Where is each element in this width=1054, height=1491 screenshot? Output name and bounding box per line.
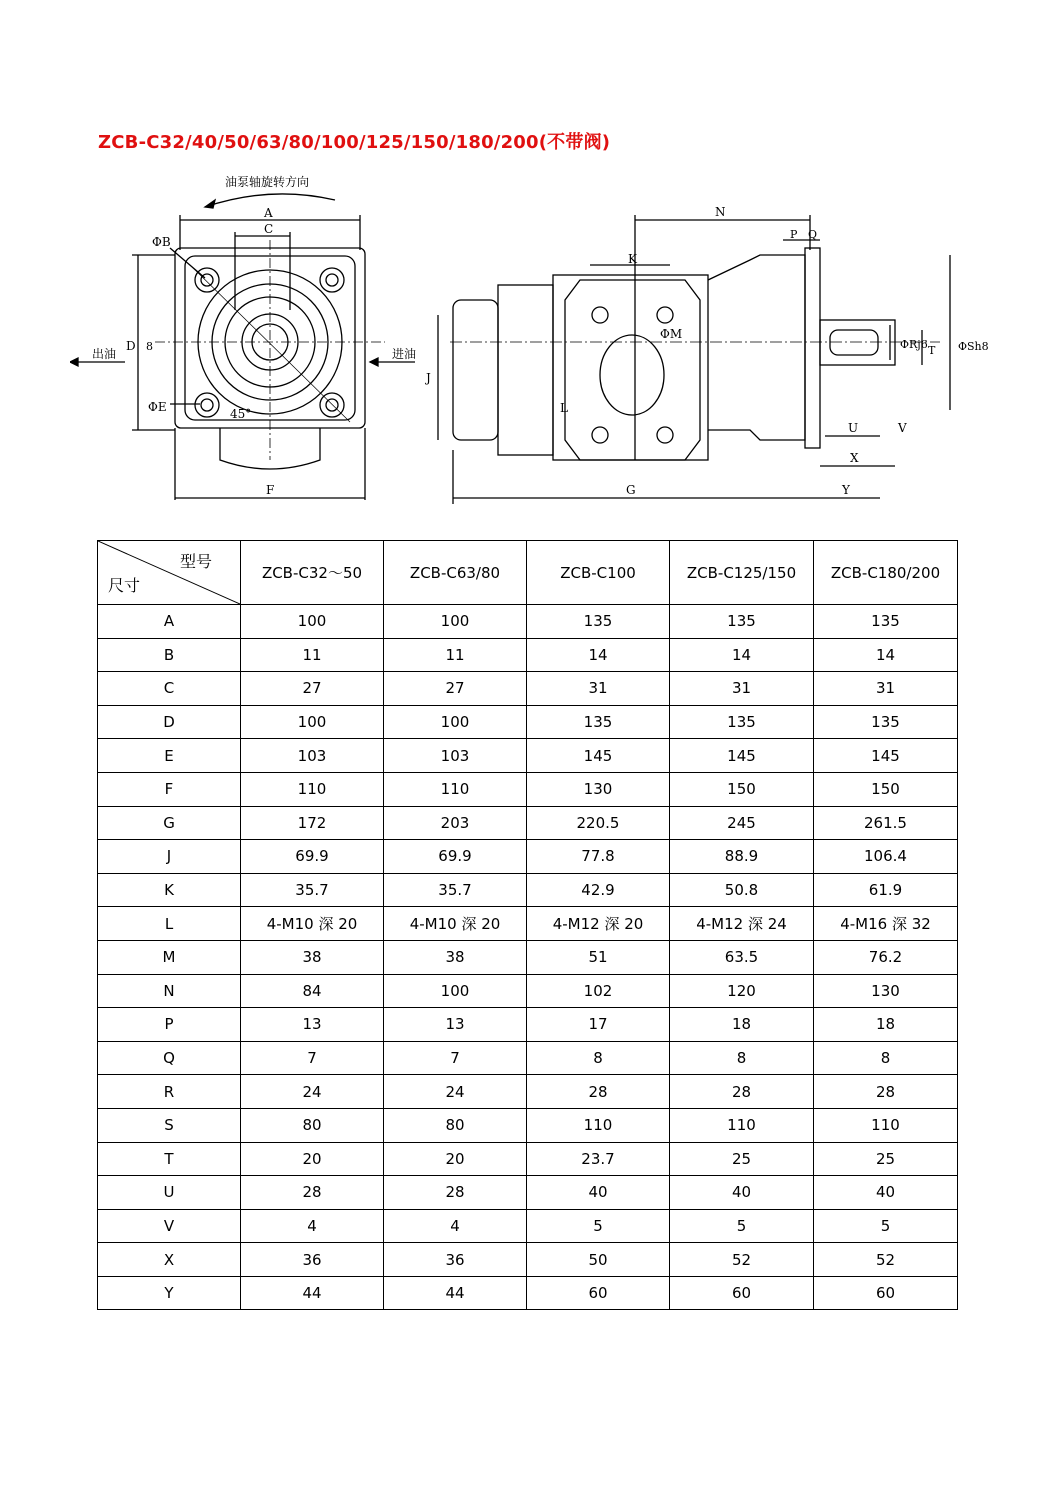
table-cell: 4 [241, 1209, 384, 1243]
dim-N: N [715, 205, 726, 219]
table-row [98, 739, 958, 773]
table-row [98, 1108, 958, 1142]
table-cell: 52 [670, 1243, 814, 1277]
table-cell: 44 [384, 1276, 527, 1310]
table-row [98, 1008, 958, 1042]
table-cell: 63.5 [670, 940, 814, 974]
table-cell: 110 [384, 772, 527, 806]
table-cell: 7 [241, 1041, 384, 1075]
table-cell: 135 [814, 605, 958, 639]
table-row [98, 772, 958, 806]
row-label: C [98, 672, 241, 706]
table-cell: 4-M12 深 24 [670, 907, 814, 941]
table-cell: 5 [527, 1209, 670, 1243]
table-row [98, 605, 958, 639]
dim-X: X [850, 451, 859, 465]
table-cell: 4-M16 深 32 [814, 907, 958, 941]
row-label: T [98, 1142, 241, 1176]
column-header: ZCB-C100 [527, 541, 670, 605]
dim-8: 8 [146, 340, 153, 353]
table-row [98, 840, 958, 874]
table-cell: 76.2 [814, 940, 958, 974]
table-cell: 69.9 [384, 840, 527, 874]
table-cell: 203 [384, 806, 527, 840]
table-cell: 60 [670, 1276, 814, 1310]
dim-S: ΦSh8 [958, 340, 989, 353]
table-cell: 80 [241, 1108, 384, 1142]
table-cell: 110 [241, 772, 384, 806]
table-cell: 24 [384, 1075, 527, 1109]
table-cell: 25 [814, 1142, 958, 1176]
dim-D: D [126, 339, 136, 353]
table-cell: 36 [384, 1243, 527, 1277]
table-cell: 150 [814, 772, 958, 806]
row-label: X [98, 1243, 241, 1277]
table-cell: 100 [384, 605, 527, 639]
table-cell: 60 [814, 1276, 958, 1310]
table-cell: 13 [241, 1008, 384, 1042]
table-row [98, 638, 958, 672]
table-cell: 110 [527, 1108, 670, 1142]
inlet-label: 进油 [392, 347, 417, 361]
table-cell: 69.9 [241, 840, 384, 874]
table-cell: 5 [814, 1209, 958, 1243]
table-cell: 31 [814, 672, 958, 706]
table-cell: 77.8 [527, 840, 670, 874]
table-row [98, 873, 958, 907]
table-cell: 135 [814, 705, 958, 739]
table-cell: 5 [670, 1209, 814, 1243]
page-title: ZCB-C32/40/50/63/80/100/125/150/180/200(不带阀) [98, 132, 611, 153]
row-label: E [98, 739, 241, 773]
dim-V: V [898, 421, 907, 435]
table-cell: 61.9 [814, 873, 958, 907]
table-cell: 135 [670, 605, 814, 639]
table-row [98, 672, 958, 706]
dim-C: C [264, 222, 274, 236]
table-cell: 172 [241, 806, 384, 840]
corner-model-label: 型号 [179, 552, 212, 571]
table-cell: 145 [814, 739, 958, 773]
pump-technical-drawing [70, 160, 1000, 520]
dim-L: L [560, 401, 568, 415]
table-cell: 245 [670, 806, 814, 840]
table-row [98, 705, 958, 739]
row-label: U [98, 1176, 241, 1210]
dim-Y: Y [842, 483, 850, 497]
table-cell: 4-M10 深 20 [241, 907, 384, 941]
table-cell: 7 [384, 1041, 527, 1075]
table-cell: 42.9 [527, 873, 670, 907]
table-cell: 4-M10 深 20 [384, 907, 527, 941]
table-cell: 145 [527, 739, 670, 773]
front-view [70, 174, 416, 500]
table-cell: 135 [670, 705, 814, 739]
dim-Q: Q [808, 228, 818, 241]
table-cell: 27 [241, 672, 384, 706]
row-label: L [98, 907, 241, 941]
table-cell: 100 [241, 605, 384, 639]
table-cell: 38 [241, 940, 384, 974]
row-label: N [98, 974, 241, 1008]
table-header-row [98, 541, 958, 605]
table-row [98, 1041, 958, 1075]
table-cell: 103 [241, 739, 384, 773]
table-cell: 60 [527, 1276, 670, 1310]
table-row [98, 1075, 958, 1109]
table-cell: 50.8 [670, 873, 814, 907]
table-row [98, 806, 958, 840]
rotation-label: 油泵轴旋转方向 [225, 175, 310, 189]
column-header: ZCB-C125/150 [670, 541, 814, 605]
table-cell: 8 [814, 1041, 958, 1075]
row-label: P [98, 1008, 241, 1042]
table-row [98, 974, 958, 1008]
table-cell: 4 [384, 1209, 527, 1243]
dim-G: G [626, 483, 636, 497]
table-cell: 135 [527, 705, 670, 739]
dim-B: ΦB [152, 235, 171, 249]
table-cell: 35.7 [241, 873, 384, 907]
table-row [98, 907, 958, 941]
dim-J: J [426, 371, 431, 385]
row-label: F [98, 772, 241, 806]
table-cell: 40 [527, 1176, 670, 1210]
table-cell: 130 [527, 772, 670, 806]
column-header: ZCB-C32～50 [241, 541, 384, 605]
table-cell: 36 [241, 1243, 384, 1277]
table-cell: 110 [670, 1108, 814, 1142]
table-cell: 84 [241, 974, 384, 1008]
table-cell: 28 [670, 1075, 814, 1109]
table-cell: 23.7 [527, 1142, 670, 1176]
column-header: ZCB-C63/80 [384, 541, 527, 605]
table-cell: 102 [527, 974, 670, 1008]
dim-T: T [928, 344, 936, 357]
table-cell: 28 [527, 1075, 670, 1109]
table-row [98, 1176, 958, 1210]
table-cell: 40 [814, 1176, 958, 1210]
table-cell: 135 [527, 605, 670, 639]
table-cell: 28 [384, 1176, 527, 1210]
corner-dim-label: 尺寸 [108, 576, 141, 595]
table-cell: 220.5 [527, 806, 670, 840]
table-cell: 51 [527, 940, 670, 974]
table-cell: 14 [527, 638, 670, 672]
row-label: V [98, 1209, 241, 1243]
dim-E: ΦE [148, 400, 167, 414]
dim-K: K [628, 252, 637, 266]
table-cell: 31 [670, 672, 814, 706]
table-cell: 120 [670, 974, 814, 1008]
row-label: Q [98, 1041, 241, 1075]
table-cell: 100 [241, 705, 384, 739]
dim-A: A [264, 206, 273, 220]
table-cell: 8 [527, 1041, 670, 1075]
table-cell: 11 [241, 638, 384, 672]
row-label: G [98, 806, 241, 840]
dim-M: ΦM [660, 327, 683, 341]
row-label: A [98, 605, 241, 639]
column-header: ZCB-C180/200 [814, 541, 958, 605]
table-row [98, 1142, 958, 1176]
row-label: J [98, 840, 241, 874]
side-view [424, 205, 989, 504]
angle-label: 45° [230, 407, 252, 421]
table-cell: 110 [814, 1108, 958, 1142]
table-row [98, 1243, 958, 1277]
table-cell: 28 [241, 1176, 384, 1210]
dim-R: ΦRj6 [900, 338, 928, 351]
table-cell: 40 [670, 1176, 814, 1210]
table-cell: 8 [670, 1041, 814, 1075]
table-cell: 14 [670, 638, 814, 672]
table-cell: 14 [814, 638, 958, 672]
row-label: B [98, 638, 241, 672]
table-cell: 31 [527, 672, 670, 706]
table-cell: 106.4 [814, 840, 958, 874]
table-cell: 28 [814, 1075, 958, 1109]
table-cell: 18 [670, 1008, 814, 1042]
table-cell: 80 [384, 1108, 527, 1142]
table-cell: 103 [384, 739, 527, 773]
table-cell: 27 [384, 672, 527, 706]
table-cell: 50 [527, 1243, 670, 1277]
row-label: D [98, 705, 241, 739]
table-cell: 35.7 [384, 873, 527, 907]
table-cell: 38 [384, 940, 527, 974]
table-cell: 145 [670, 739, 814, 773]
table-row [98, 940, 958, 974]
table-cell: 13 [384, 1008, 527, 1042]
table-cell: 130 [814, 974, 958, 1008]
dimension-table [97, 540, 958, 1310]
outlet-label: 出油 [92, 347, 117, 361]
table-cell: 100 [384, 705, 527, 739]
table-cell: 20 [384, 1142, 527, 1176]
table-cell: 20 [241, 1142, 384, 1176]
table-cell: 261.5 [814, 806, 958, 840]
row-label: Y [98, 1276, 241, 1310]
dim-U: U [848, 421, 859, 435]
row-label: K [98, 873, 241, 907]
table-cell: 4-M12 深 20 [527, 907, 670, 941]
row-label: S [98, 1108, 241, 1142]
table-cell: 44 [241, 1276, 384, 1310]
table-cell: 88.9 [670, 840, 814, 874]
table-cell: 18 [814, 1008, 958, 1042]
row-label: R [98, 1075, 241, 1109]
table-cell: 52 [814, 1243, 958, 1277]
table-cell: 150 [670, 772, 814, 806]
corner-cell [98, 541, 241, 605]
table-cell: 25 [670, 1142, 814, 1176]
table-cell: 24 [241, 1075, 384, 1109]
table-row [98, 1209, 958, 1243]
table-cell: 100 [384, 974, 527, 1008]
row-label: M [98, 940, 241, 974]
table-row [98, 1276, 958, 1310]
dim-F: F [266, 483, 275, 497]
table-cell: 11 [384, 638, 527, 672]
table-cell: 17 [527, 1008, 670, 1042]
dim-P: P [790, 228, 798, 241]
